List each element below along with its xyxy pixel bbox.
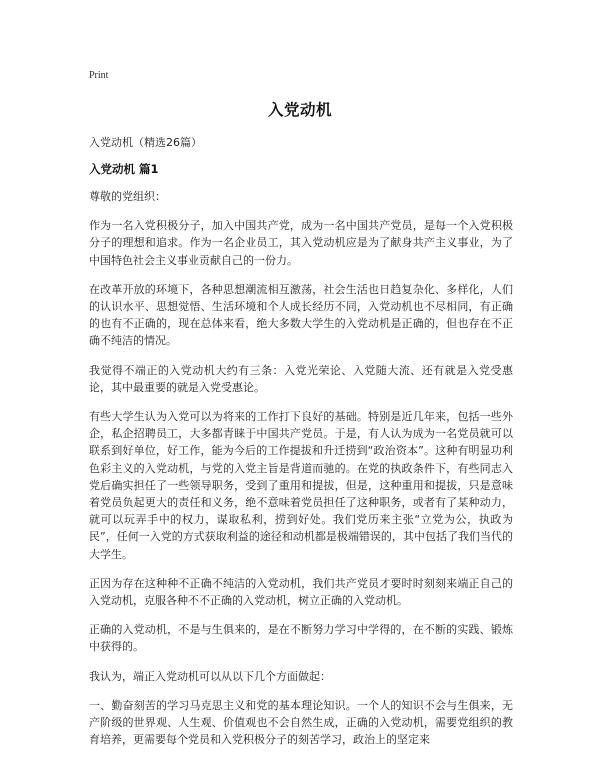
- paragraph: 作为一名入党积极分子，加入中国共产党，成为一名中国共产党员，是每一个入党积极分子的理想和追求。作为一名企业员工，其入党动机应是为了献身共产主义事业，为了中国特色社会主义事业贡献自己的一份力。: [89, 219, 513, 267]
- page-title: 入党动机: [267, 101, 332, 119]
- paragraph: 一、勤奋刻苦的学习马克思主义和党的基本理论知识。一个人的知识不会与生俱来，无产阶级的世界观、人生观、价值观也不会自然生成，正确的入党动机，需要党组织的教育培养，更需要每个党员和入党积极分子的刻苦学习，政治上的坚定来: [89, 698, 513, 747]
- paragraph: 我认为，端正入党动机可以从以下几个方面做起：: [89, 669, 331, 683]
- paragraph: 正因为存在这种种不正确不纯洁的入党动机，我们共产党员才要时时刻刻来端正自己的入党动机，克服各种不不正确的入党动机，树立正确的入党动机。: [89, 576, 513, 608]
- subtitle: 入党动机（精选26篇）: [89, 136, 202, 149]
- article-body: [89, 188, 513, 760]
- paragraph: 正确的入党动机，不是与生俱来的，是在不断努力学习中学得的，在不断的实践、锻炼中获得的。: [89, 623, 513, 654]
- section-heading: 入党动机 篇1: [89, 162, 159, 176]
- paragraph: 在改革开放的环境下，各种思想潮流相互激荡，社会生活也日趋复杂化、多样化，人们的认识水平、思想觉悟、生活环境和个人成长经历不同，入党动机也不尽相同，有正确的也有不正确的，现在总体来看，绝大多数大学生的入党动机是正确的，但也存在不正确不纯洁的情况。: [89, 282, 513, 348]
- print-label: Print: [89, 70, 109, 81]
- paragraph: 尊敬的党组织：: [89, 190, 166, 203]
- paragraph: 我觉得不端正的入党动机大约有三条：入党光荣论、入党随大流、还有就是入党受惠论，其中最重要的就是入党受惠论。: [89, 363, 513, 394]
- paragraph: 有些大学生认为入党可以为将来的工作打下良好的基础。特别是近几年来，包括一些外企，私企招聘员工，大多都青睐于中国共产党员。于是，有人认为成为一名党员就可以联系到好单位，好工作，能为今后的工作提拔和升迁捞到“政治资本”。这种有明显功利色彩主义的入党动机，与党的入党主旨是背道而驰的。在党的执政条件下，有些同志入党后确实担任了一些领导职务，受到了重用和提拔，但是，这种重用和提拔，只是意味着党员负起更大的责任和义务，绝不意味着党员担任了这种职务，或者有了某种动力，就可以玩弄手中的权力，谋取私利，捞到好处。我们党历来主张“立党为公，执政为民”，任何一入党的方式获取利益的途径和动机都是极端错误的，其中包括了我们当代的大学生。: [89, 410, 513, 561]
